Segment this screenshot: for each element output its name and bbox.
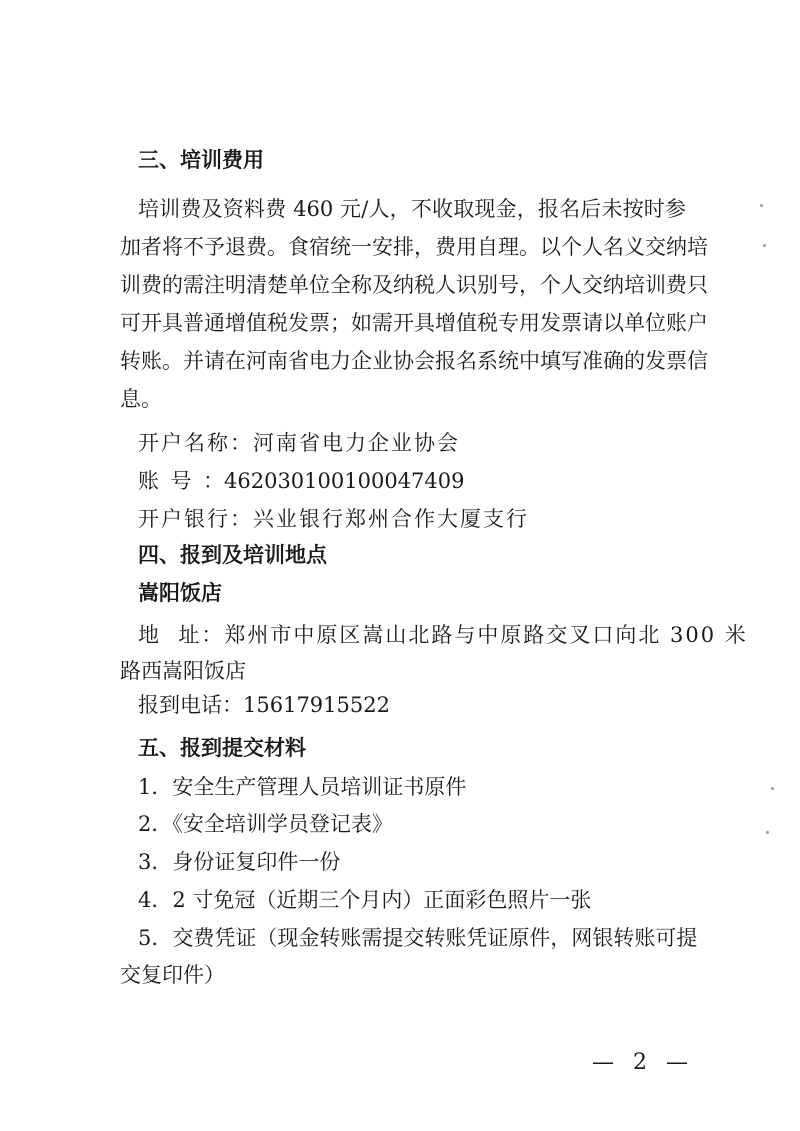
material-item-4: 4．2 寸免冠（近期三个月内）正面彩色照片一张 xyxy=(138,888,592,912)
material-item-2: 2．《安全培训学员登记表》 xyxy=(138,812,393,836)
section-3-paragraph-line-3: 训费的需注明清楚单位全称及纳税人识别号，个人交纳培训费只 xyxy=(120,273,708,297)
address-label: 地 址： xyxy=(138,623,225,647)
scan-speck xyxy=(771,787,774,790)
phone-label: 报到电话： xyxy=(138,693,243,717)
page-number: — 2 — xyxy=(592,1050,694,1075)
section-5-heading: 五、报到提交材料 xyxy=(138,735,306,760)
bank-label: 开户银行： xyxy=(138,507,253,531)
scan-speck xyxy=(766,831,769,834)
material-item-5-continuation: 交复印件） xyxy=(120,963,225,987)
section-3-paragraph-line-2: 加者将不予退费。食宿统一安排，费用自理。以个人名义交纳培 xyxy=(120,235,708,259)
section-3-paragraph-line-5: 转账。并请在河南省电力企业协会报名系统中填写准确的发票信 xyxy=(120,349,708,373)
address-row xyxy=(138,621,748,649)
account-number-label: 账号： xyxy=(138,469,224,493)
section-3-paragraph-line-1: 培训费及资料费 460 元/人，不收取现金，报名后未按时参 xyxy=(138,197,686,221)
account-number-row xyxy=(138,467,465,495)
material-item-5: 5．交费凭证（现金转账需提交转账凭证原件，网银转账可提 xyxy=(138,926,698,950)
bank-row xyxy=(138,505,529,533)
account-name-row xyxy=(138,429,460,457)
section-3-paragraph-line-4: 可开具普通增值税发票；如需开具增值税专用发票请以单位账户 xyxy=(120,311,708,335)
scan-speck xyxy=(760,204,763,207)
material-item-1: 1．安全生产管理人员培训证书原件 xyxy=(138,775,467,799)
address-line-2: 路西嵩阳饭店 xyxy=(120,659,246,683)
scan-speck xyxy=(763,244,766,247)
material-item-3: 3．身份证复印件一份 xyxy=(138,850,341,874)
phone-row xyxy=(138,691,390,719)
account-number-value: 462030100100047409 xyxy=(224,469,465,493)
venue-name: 嵩阳饭店 xyxy=(138,580,222,605)
address-line-1: 郑州市中原区嵩山北路与中原路交叉口向北 300 米 xyxy=(224,623,748,647)
section-4-heading: 四、报到及培训地点 xyxy=(138,542,327,567)
section-3-heading: 三、培训费用 xyxy=(138,147,264,172)
account-name-label: 开户名称： xyxy=(138,431,253,455)
section-3-paragraph-line-6: 息。 xyxy=(120,387,162,411)
bank-value: 兴业银行郑州合作大厦支行 xyxy=(253,507,529,531)
account-name-value: 河南省电力企业协会 xyxy=(253,431,460,455)
phone-value: 15617915522 xyxy=(243,693,390,717)
